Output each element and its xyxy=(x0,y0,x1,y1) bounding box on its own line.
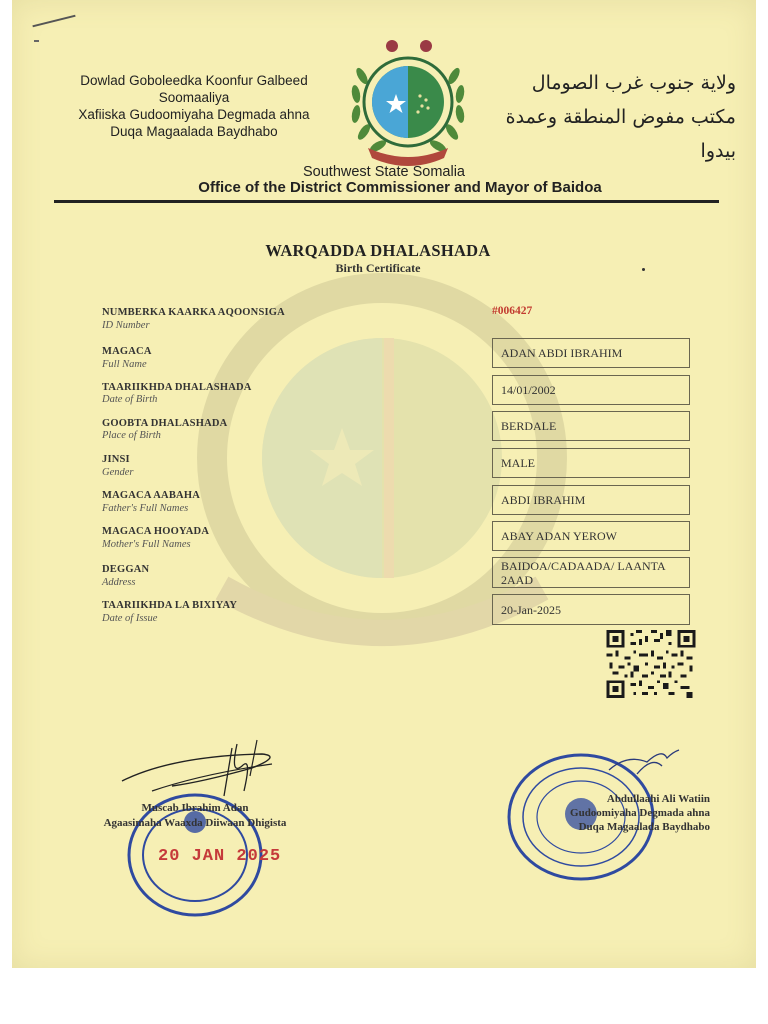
document-subtitle: Birth Certificate xyxy=(335,261,421,275)
header-line: Duqa Magaalada Baydhabo xyxy=(110,124,278,139)
state-name: Southwest State Somalia xyxy=(302,164,465,180)
field-label-id-number: NUMBERKA KAARKA AQOONSIGA xyxy=(102,307,285,318)
field-label-father-name: MAGACA AABAHA xyxy=(102,490,200,501)
ink-dot xyxy=(642,268,645,271)
field-sublabel-date-of-birth: Date of Birth xyxy=(102,394,158,405)
field-label-gender: JINSI xyxy=(102,454,130,465)
gender-value: MALE xyxy=(492,448,690,478)
signatory-right xyxy=(520,792,710,834)
header-line: Xafiiska Gudoomiyaha Degmada ahna xyxy=(78,107,310,122)
signatory-right-title: Gudoomiyaha Degmada ahna xyxy=(570,807,710,819)
date-of-issue-value: 20-Jan-2025 xyxy=(492,594,690,625)
father-name-value: ABDI IBRAHIM xyxy=(492,485,690,515)
header-line-arabic: ولاية جنوب غرب الصومال xyxy=(531,72,736,94)
qr-code xyxy=(606,630,696,698)
full-name-value: ADAN ABDI IBRAHIM xyxy=(492,338,690,368)
signatory-left-name: Muscab Ibrahim Adan xyxy=(141,802,249,814)
field-sublabel-father-name: Father's Full Names xyxy=(102,503,189,514)
date-of-birth-value: 14/01/2002 xyxy=(492,375,690,405)
place-of-birth-value: BERDALE xyxy=(492,411,690,441)
office-name: Office of the District Commissioner and Mayor of Baidoa xyxy=(198,179,602,196)
pen-mark xyxy=(32,15,75,28)
birth-certificate-page xyxy=(12,0,756,968)
signatory-right-name: Abdullaahi Ali Watiin xyxy=(606,793,710,805)
mother-name-value: ABAY ADAN YEROW xyxy=(492,521,690,551)
field-label-address: DEGGAN xyxy=(102,564,150,575)
header-line: Dowlad Goboleedka Koonfur Galbeed xyxy=(80,73,308,88)
pen-mark xyxy=(34,40,39,42)
field-label-full-name: MAGACA xyxy=(102,346,152,357)
field-sublabel-id-number: ID Number xyxy=(102,320,150,331)
header-line-arabic: مكتب مفوض المنطقة وعمدة بيدوا xyxy=(505,106,736,162)
header-somali-block xyxy=(64,72,324,140)
field-label-date-of-birth: TAARIIKHDA DHALASHADA xyxy=(102,382,252,393)
stamp-date: 20 JAN 2025 xyxy=(158,847,282,866)
address-value: BAIDOA/CADAADA/ LAANTA 2AAD xyxy=(492,557,690,588)
field-sublabel-gender: Gender xyxy=(102,467,134,478)
field-sublabel-mother-name: Mother's Full Names xyxy=(102,539,191,550)
signatory-left-title: Agaasimaha Waaxda Diiwaan Dhigista xyxy=(103,817,287,829)
header-arabic-block xyxy=(486,66,736,168)
id-number-value: #006427 xyxy=(492,305,533,317)
field-sublabel-date-of-issue: Date of Issue xyxy=(102,613,158,624)
signature-right xyxy=(607,744,687,778)
field-sublabel-full-name: Full Name xyxy=(102,359,147,370)
field-label-place-of-birth: GOOBTA DHALASHADA xyxy=(102,418,228,429)
header-divider xyxy=(54,200,719,203)
field-sublabel-place-of-birth: Place of Birth xyxy=(102,430,161,441)
signatory-right-title: Duqa Magaalada Baydhabo xyxy=(578,821,710,833)
document-title: WARQADDA DHALASHADA xyxy=(265,241,491,260)
header-line: Soomaaliya xyxy=(158,90,230,105)
signatory-left xyxy=(80,801,310,831)
field-label-mother-name: MAGACA HOOYADA xyxy=(102,526,210,537)
field-sublabel-address: Address xyxy=(102,577,136,588)
field-label-date-of-issue: TAARIIKHDA LA BIXIYAY xyxy=(102,600,238,611)
district-emblem-logo xyxy=(346,36,470,168)
